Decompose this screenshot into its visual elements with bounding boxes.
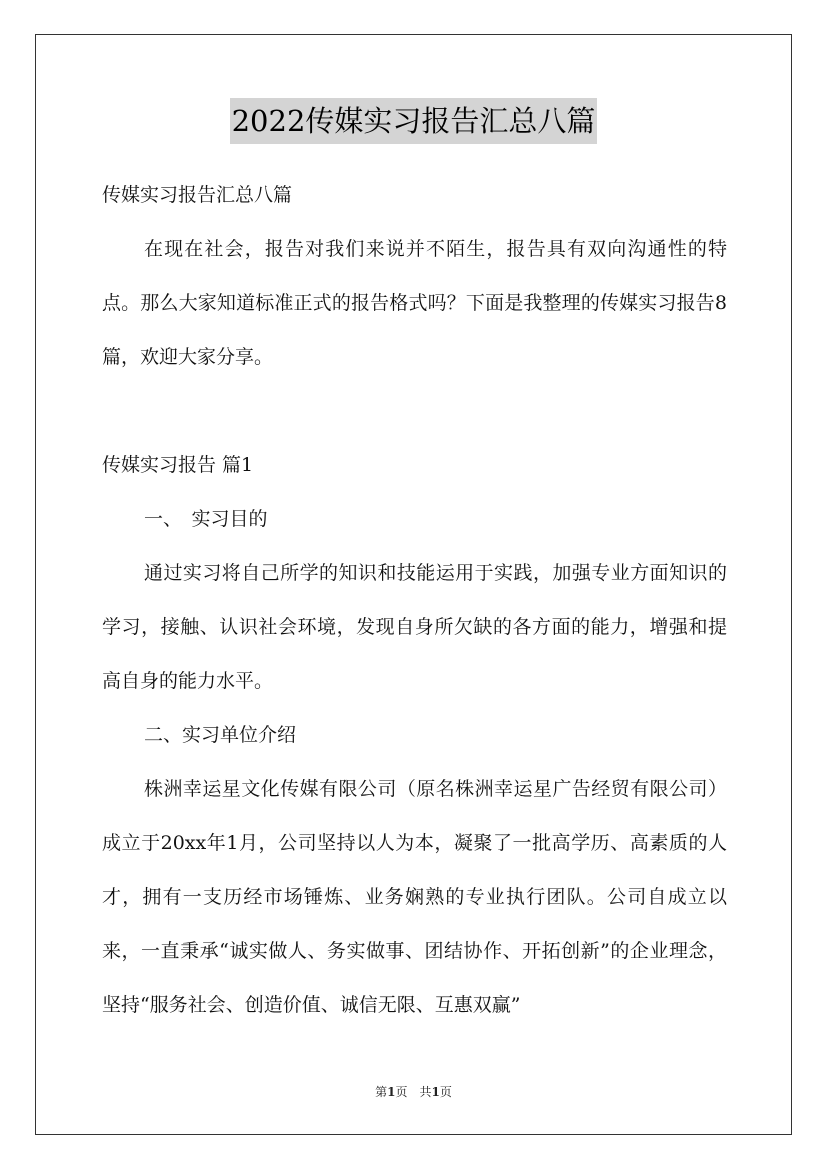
blank-line [102, 384, 727, 438]
title-container [0, 98, 827, 144]
company-paragraph: 株洲幸运星文化传媒有限公司（原名株洲幸运星广告经贸有限公司）成立于20xx年1月，公司坚持以人为本，凝聚了一批高学历、高素质的人才，拥有一支历经市场锤炼、业务娴熟的专业执行团队。公司自成立以来，一直秉承“诚实做人、务实做事、团结协作、开拓创新”的企业理念，坚持“服务社会、创造价值、诚信无限、互惠双赢” [102, 778, 727, 1016]
heading-purpose: 一、 实习目的 [144, 508, 268, 530]
footer-suffix: 页 [439, 1085, 452, 1099]
footer-page-number: 1 [387, 1085, 396, 1099]
page-footer [0, 1084, 827, 1100]
purpose-paragraph: 通过实习将自己所学的知识和技能运用于实践，加强专业方面知识的学习，接触、认识社会环境，发现自身所欠缺的各方面的能力，增强和提高自身的能力水平。 [102, 562, 727, 692]
section-heading: 传媒实习报告 篇1 [102, 454, 254, 476]
subtitle: 传媒实习报告汇总八篇 [102, 184, 293, 206]
footer-prefix: 第 [375, 1085, 388, 1099]
footer-mid: 页 共 [395, 1085, 432, 1099]
heading-company: 二、实习单位介绍 [144, 724, 297, 746]
intro-paragraph: 在现在社会，报告对我们来说并不陌生，报告具有双向沟通性的特点。那么大家知道标准正式的报告格式吗？下面是我整理的传媒实习报告8篇，欢迎大家分享。 [102, 238, 727, 368]
document-body [102, 168, 727, 1032]
footer-total-pages: 1 [431, 1085, 440, 1099]
document-title: 2022传媒实习报告汇总八篇 [230, 98, 598, 144]
